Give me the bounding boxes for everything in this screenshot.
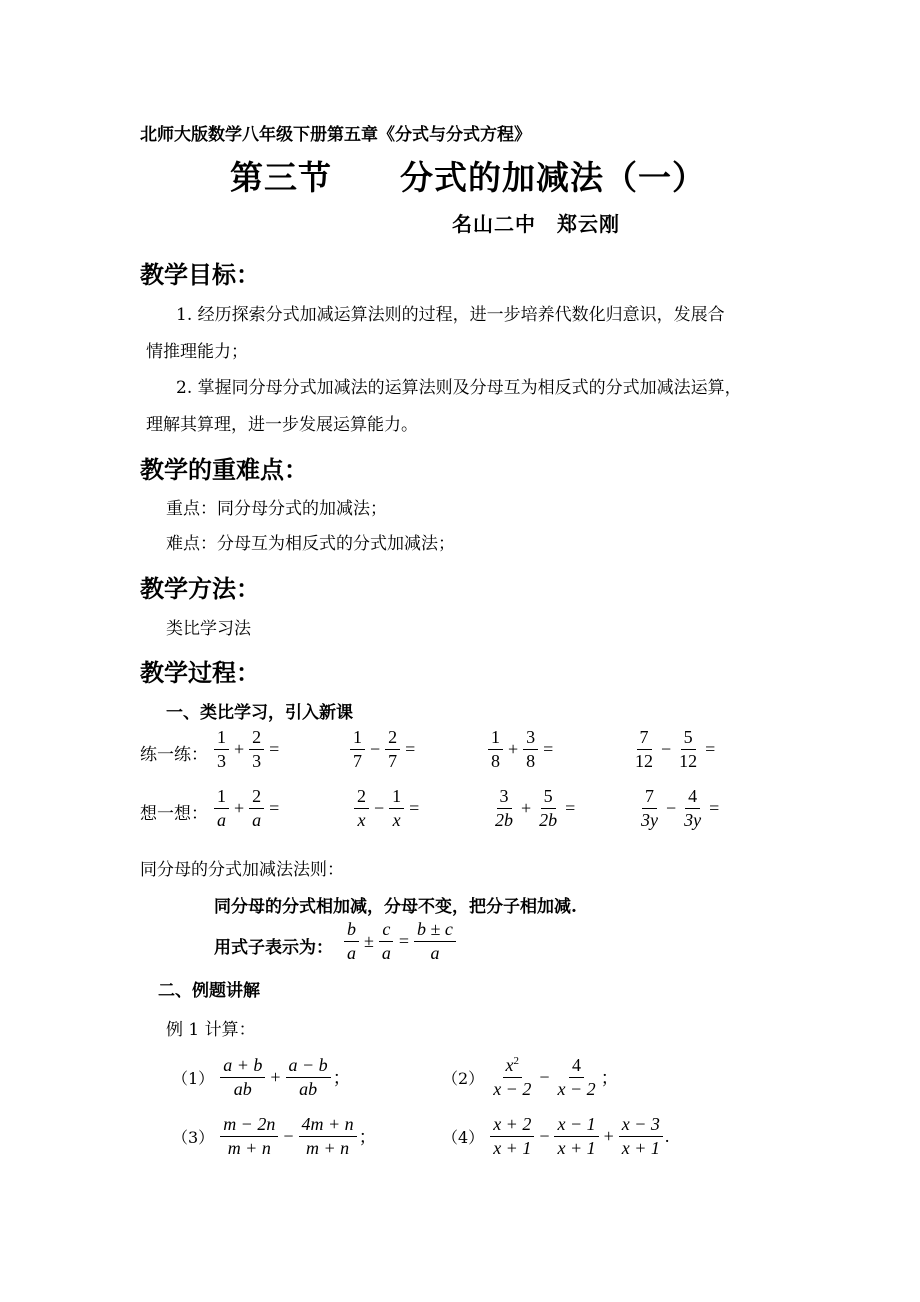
objective-1-line-1: 1. 经历探索分式加减运算法则的过程，进一步培养代数化归意识，发展合 [176,305,725,325]
think-item: $\frac{3}{2b}$ + $\frac{5}{2b}$ = [495,786,576,830]
objective-2-line-2: 理解其算理，进一步发展运算能力。 [146,415,418,435]
think-item: $\frac{1}{a}$ + $\frac{2}{a}$ = [212,786,282,830]
rule-label: 同分母的分式加减法法则： [140,860,344,880]
objectives-heading: 教学目标： [140,260,260,289]
practice-item: $\frac{1}{7}$ − $\frac{2}{7}$ = [348,727,418,771]
rule-formula: $\frac{b}{a}$ ± $\frac{c}{a}$ = $\frac{b \pm c}{a}$ [342,919,458,963]
practice-label: 练一练： [140,745,208,765]
practice-item: $\frac{1}{3}$ + $\frac{2}{3}$ = [212,727,282,771]
objective-1-line-2: 情推理能力； [146,342,248,362]
think-item: $\frac{7}{3y}$ − $\frac{4}{3y}$ = [641,786,720,830]
example-label: 例 1 计算： [166,1020,256,1040]
think-item: $\frac{2}{x}$ − $\frac{1}{x}$ = [352,786,422,830]
example-item: （2） $\frac{x^2}{x - 2}$ − $\frac{4}{x - 2}$ ； [442,1055,619,1099]
rule-text: 同分母的分式相加减，分母不变，把分子相加减. [214,897,577,917]
lesson-title: 第三节 分式的加减法（一） [230,158,706,197]
part1-title: 一、类比学习，引入新课 [166,703,353,723]
objective-2-line-1: 2. 掌握同分母分式加减法的运算法则及分母互为相反式的分式加减法运算， [176,378,742,398]
think-label: 想一想： [140,804,208,824]
key-point: 重点：同分母分式的加减法； [166,499,387,519]
methods-text: 类比学习法 [166,619,251,639]
keypoints-heading: 教学的重难点： [140,455,308,484]
example-item: （1） $\frac{a + b}{ab}$ + $\frac{a - b}{ab}$ ； [172,1055,351,1099]
example-item: （3） $\frac{m - 2n}{m + n}$ − $\frac{4m + n}{m + n}$ ； [172,1114,377,1158]
methods-heading: 教学方法： [140,574,260,603]
practice-item: $\frac{1}{8}$ + $\frac{3}{8}$ = [486,727,556,771]
author-line: 名山二中 郑云刚 [452,212,620,236]
process-heading: 教学过程： [140,658,260,687]
series-title: 北师大版数学八年级下册第五章《分式与分式方程》 [140,125,531,145]
part2-title: 二、例题讲解 [158,981,260,1001]
rule-formula-label: 用式子表示为： [214,938,333,958]
example-item: （4） $\frac{x + 2}{x + 1}$ − $\frac{x - 1}{x + 1}$ + $\frac{x - 3}{x + 1}$ . [442,1114,670,1158]
difficult-point: 难点：分母互为相反式的分式加减法； [166,534,455,554]
practice-item: $\frac{7}{12}$ − $\frac{5}{12}$ = [635,727,716,771]
